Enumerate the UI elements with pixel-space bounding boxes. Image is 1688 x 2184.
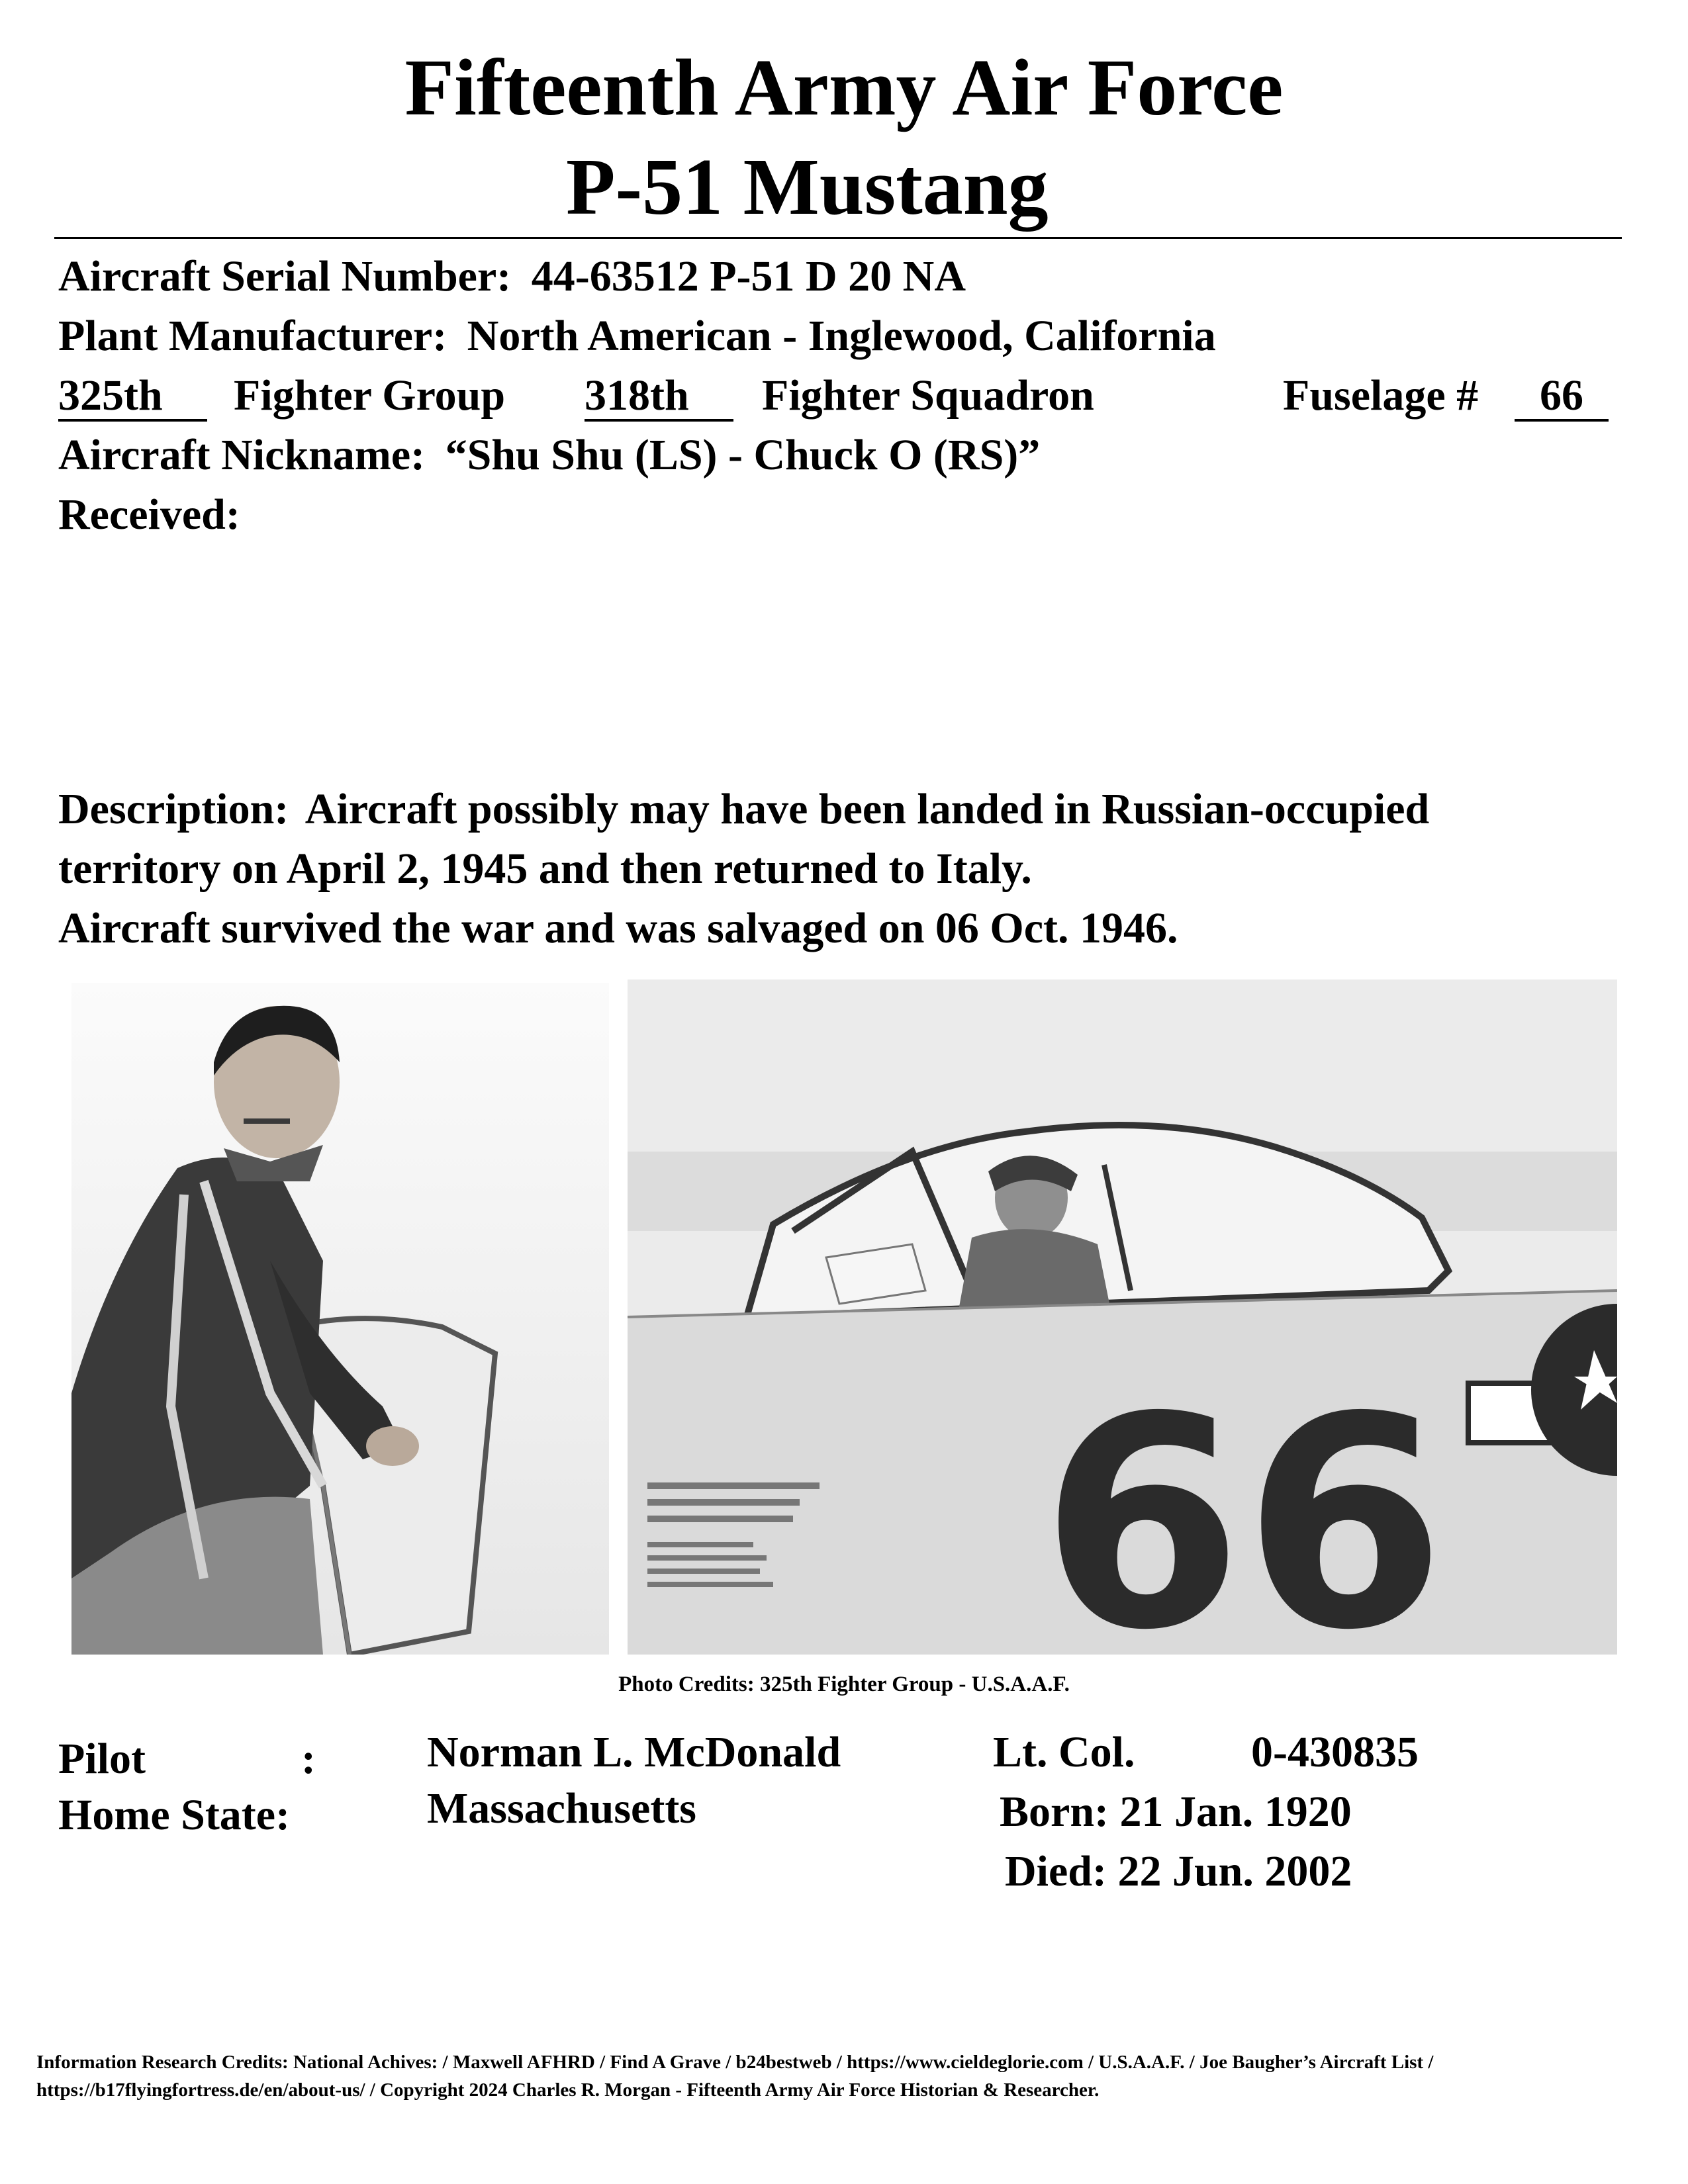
serial-value: 44-63512 P-51 D 20 NA <box>531 252 966 300</box>
pilot-portrait-illustration <box>71 983 609 1655</box>
photo-credit: Photo Credits: 325th Fighter Group - U.S.A.A.F. <box>618 1672 1070 1696</box>
serial-label: Aircraft Serial Number: <box>58 252 512 300</box>
pilot-born: Born: 21 Jan. 1920 <box>1000 1788 1352 1836</box>
serial-row <box>58 252 966 300</box>
home-state-label: Home State: <box>58 1791 291 1839</box>
page-subtitle: P-51 Mustang <box>566 142 1049 232</box>
received-label: Received: <box>58 490 240 539</box>
squadron-label: Fighter Squadron <box>762 371 1094 420</box>
aircraft-cockpit-photo <box>628 979 1617 1655</box>
research-credits-line-1: Information Research Credits: National Achives: / Maxwell AFHRD / Find A Grave / b24bestweb / https://www.cieldeglorie.com / U.S.A.A.F. / Joe Baugher’s Aircraft List / <box>36 2052 1434 2073</box>
nickname-label: Aircraft Nickname: <box>58 431 426 479</box>
nickname-value: “Shu Shu (LS) - Chuck O (RS)” <box>445 431 1041 479</box>
title-divider <box>54 237 1622 239</box>
description-line-3: Aircraft survived the war and was salvaged on 06 Oct. 1946. <box>58 904 1178 952</box>
fuselage-label: Fuselage # <box>1283 371 1479 420</box>
pilot-service-number: 0-430835 <box>1251 1728 1419 1776</box>
pilot-colon: : <box>301 1735 316 1783</box>
manufacturer-label: Plant Manufacturer: <box>58 312 447 360</box>
pilot-portrait-photo <box>71 983 609 1655</box>
squadron-number: 318th <box>585 374 733 422</box>
research-credits-line-2: https://b17flyingfortress.de/en/about-us/ / Copyright 2024 Charles R. Morgan - Fifteenth Army Air Force Historian & Researcher. <box>36 2079 1100 2101</box>
manufacturer-row <box>58 314 1216 358</box>
description-text-1: Aircraft possibly may have been landed in Russian-occupied <box>305 785 1430 833</box>
pilot-label: Pilot <box>58 1735 146 1783</box>
description-line-1 <box>58 785 1430 833</box>
description-line-2: territory on April 2, 1945 and then returned to Italy. <box>58 844 1032 893</box>
pilot-name: Norman L. McDonald <box>427 1728 841 1776</box>
nickname-row <box>58 433 1040 477</box>
fuselage-value: 66 <box>1515 374 1609 422</box>
aircraft-illustration <box>628 979 1617 1655</box>
page-title: Fifteenth Army Air Force <box>404 43 1284 132</box>
group-label: Fighter Group <box>234 371 506 420</box>
group-number: 325th <box>58 374 207 422</box>
manufacturer-value: North American - Inglewood, California <box>467 312 1216 360</box>
home-state-value: Massachusetts <box>427 1784 696 1833</box>
description-label: Description: <box>58 785 289 833</box>
fuselage-marking: 66 <box>1040 1355 1446 1655</box>
pilot-died: Died: 22 Jun. 2002 <box>1005 1847 1352 1895</box>
pilot-rank: Lt. Col. <box>993 1728 1135 1776</box>
